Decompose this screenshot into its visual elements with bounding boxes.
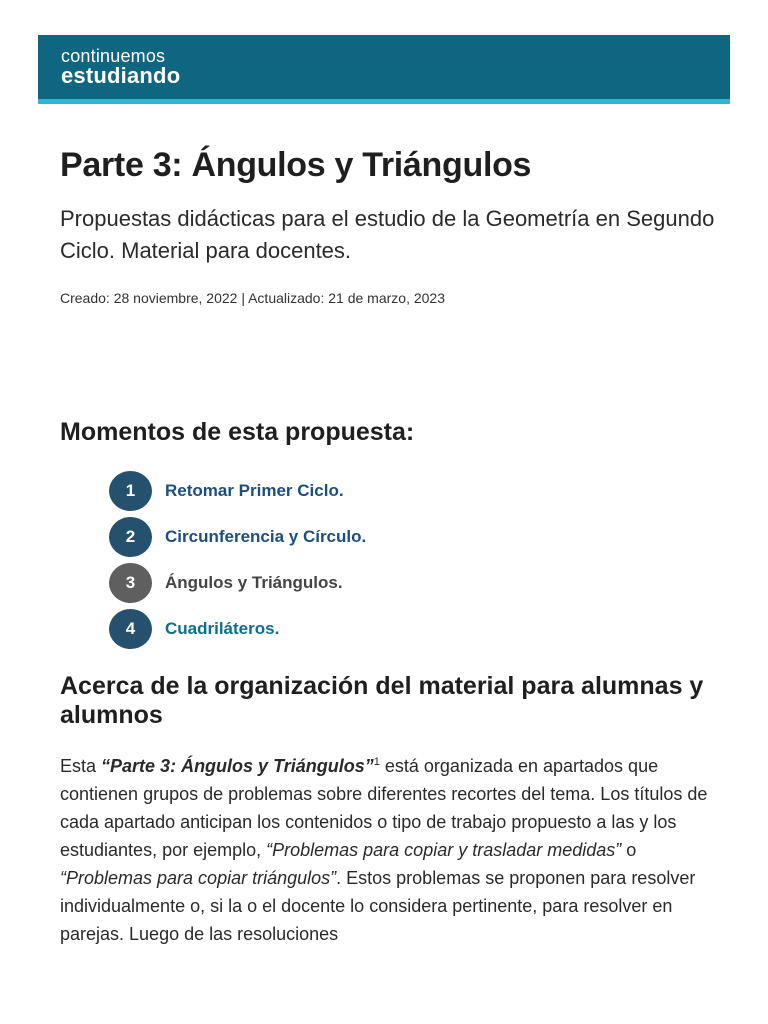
about-heading: Acerca de la organización del material para alumnas y alumnos [60,672,704,729]
moment-number-badge: 1 [109,471,152,511]
site-header [38,35,730,104]
para-text: o [621,840,637,860]
moment-item-1[interactable] [109,470,366,512]
moment-number-badge: 2 [109,517,152,557]
para-emphasis: “Problemas para copiar triángulos” [60,868,337,888]
moment-item-4[interactable] [109,608,366,650]
para-text: . Estos problemas se proponen para resolver individualmente o, si la o el docente lo considera pertinente, para resolver en parejas. Luego de las resoluciones [60,868,696,944]
moment-link-retomar[interactable]: Retomar Primer Ciclo. [165,481,344,500]
moments-list [109,470,366,654]
footnote-ref[interactable]: 1 [373,756,380,768]
para-quote: “Parte 3: Ángulos y Triángulos” [101,756,374,776]
moment-item-3 [109,562,366,604]
moment-label-current: Ángulos y Triángulos. [165,573,343,592]
para-text: está organizada en apartados que contienen grupos de problemas sobre diferentes recortes del tema. Los títulos de cada apartado anticipan los contenidos o tipo de trabajo propuesto a las y los estudiantes, por ejemplo, [60,756,708,860]
para-emphasis: “Problemas para copiar y trasladar medidas” [266,840,622,860]
moment-item-2[interactable] [109,516,366,558]
logo-text-top: continuemos [61,46,166,66]
publish-dates: Creado: 28 noviembre, 2022 | Actualizado: 21 de marzo, 2023 [60,290,445,306]
moment-link-circunferencia[interactable]: Circunferencia y Círculo. [165,527,367,546]
page-title: Parte 3: Ángulos y Triángulos [60,146,532,184]
logo-text-bottom: estudiando [61,63,181,88]
moment-number-badge: 4 [109,609,152,649]
about-paragraph [60,752,720,948]
moment-number-badge-current: 3 [109,563,152,603]
site-logo[interactable] [61,47,180,87]
moment-link-cuadrilateros[interactable]: Cuadriláteros. [165,619,280,638]
page-subtitle: Propuestas didácticas para el estudio de la Geometría en Segundo Ciclo. Material para docentes. [60,206,715,263]
para-text: Esta [60,756,102,776]
moments-heading: Momentos de esta propuesta: [60,418,415,446]
